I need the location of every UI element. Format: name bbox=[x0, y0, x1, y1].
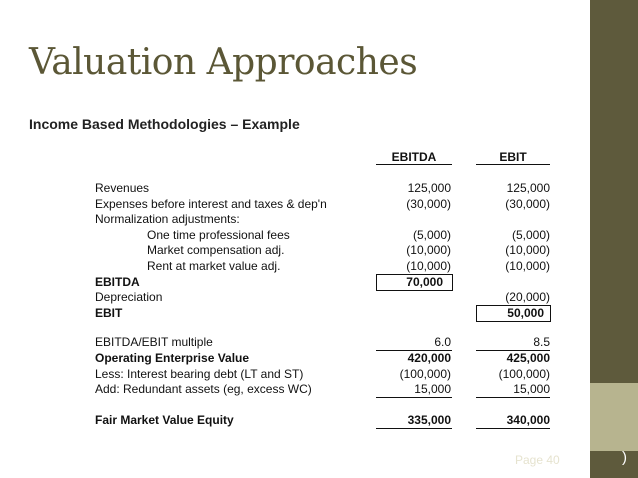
total-underline-ebitda bbox=[376, 428, 452, 429]
slide-subtitle: Income Based Methodologies – Example bbox=[29, 116, 300, 132]
corner-bracket: ) bbox=[622, 449, 627, 466]
row-label: Normalization adjustments: bbox=[95, 212, 240, 226]
row-label: Depreciation bbox=[95, 290, 163, 304]
row-label: EBITDA/EBIT multiple bbox=[95, 335, 213, 349]
row-label: EBIT bbox=[95, 306, 123, 320]
ebitda-value: (10,000) bbox=[406, 259, 451, 273]
ebit-value: 125,000 bbox=[506, 181, 550, 195]
side-accent-block bbox=[590, 383, 638, 451]
total-underline-ebit bbox=[476, 428, 550, 429]
ebitda-value: 6.0 bbox=[434, 335, 451, 349]
row-label: Operating Enterprise Value bbox=[95, 351, 250, 365]
ebit-value: (10,000) bbox=[505, 243, 550, 257]
ebit-value: (5,000) bbox=[511, 228, 550, 242]
slide-title: Valuation Approaches bbox=[29, 42, 418, 83]
column-header-ebitda: EBITDA bbox=[391, 150, 437, 164]
ebitda-value: 335,000 bbox=[407, 413, 451, 427]
ebitda-value: (5,000) bbox=[412, 228, 451, 242]
ebitda-value: (30,000) bbox=[406, 197, 451, 211]
ebitda-value: (100,000) bbox=[399, 367, 451, 381]
row-label: EBITDA bbox=[95, 275, 140, 289]
ebit-value: (30,000) bbox=[505, 197, 550, 211]
row-label: Revenues bbox=[95, 181, 150, 195]
row-label: Less: Interest bearing debt (LT and ST) bbox=[95, 367, 304, 381]
row-label: Add: Redundant assets (eg, excess WC) bbox=[95, 382, 312, 396]
header-underline-ebit bbox=[476, 164, 550, 165]
ebit-value: (20,000) bbox=[505, 290, 550, 304]
ebit-value: (100,000) bbox=[498, 367, 550, 381]
page-number: Page 40 bbox=[515, 453, 560, 467]
equity-subtotal-line-ebitda bbox=[376, 397, 452, 398]
equity-subtotal-line-ebit bbox=[476, 397, 550, 398]
row-label: Market compensation adj. bbox=[147, 243, 285, 257]
ebitda-value: 125,000 bbox=[407, 181, 451, 195]
row-label: Expenses before interest and taxes & dep'n bbox=[95, 197, 327, 211]
ebitda-value: 15,000 bbox=[414, 382, 451, 396]
ebitda-value: 70,000 bbox=[406, 275, 443, 289]
ebit-value: (10,000) bbox=[505, 259, 550, 273]
row-label: Rent at market value adj. bbox=[147, 259, 281, 273]
ebitda-value: 420,000 bbox=[407, 351, 451, 365]
column-header-ebit: EBIT bbox=[499, 150, 527, 164]
ebit-value: 425,000 bbox=[506, 351, 550, 365]
ebitda-value: (10,000) bbox=[406, 243, 451, 257]
ebit-value: 8.5 bbox=[533, 335, 550, 349]
row-label: Fair Market Value Equity bbox=[95, 413, 234, 427]
ebit-value: 340,000 bbox=[506, 413, 550, 427]
header-underline-ebitda bbox=[376, 164, 452, 165]
ebit-value: 15,000 bbox=[513, 382, 550, 396]
row-label: One time professional fees bbox=[147, 228, 290, 242]
ebit-value: 50,000 bbox=[507, 306, 544, 320]
